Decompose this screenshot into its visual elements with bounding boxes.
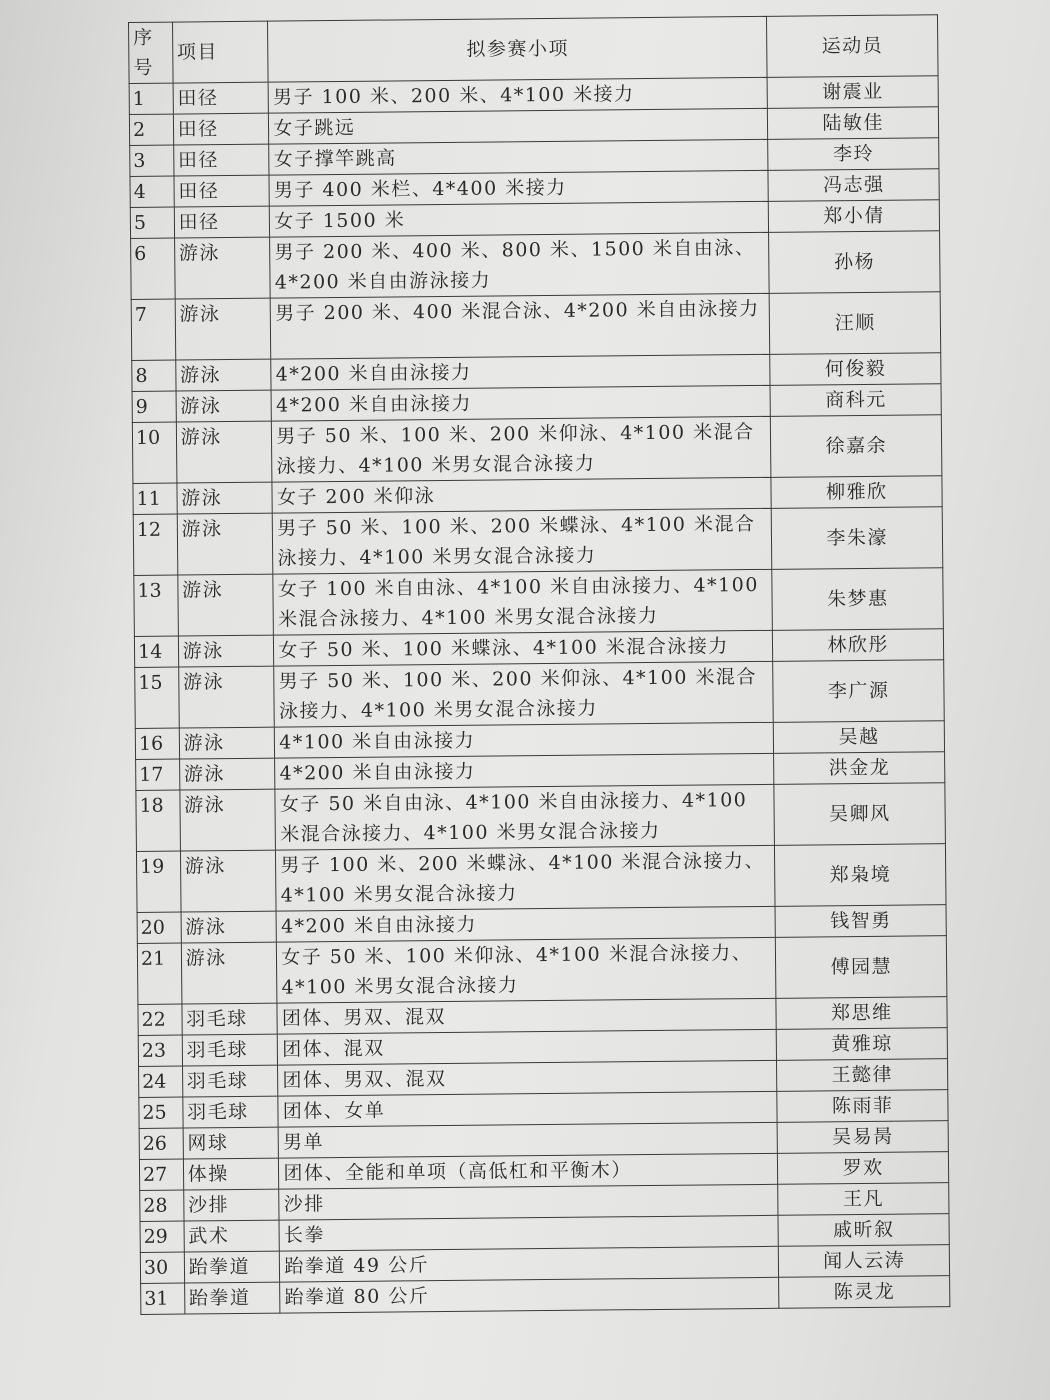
row-sport: 游泳 — [178, 635, 274, 667]
row-events: 女子跳远 — [269, 108, 768, 144]
row-number: 26 — [139, 1128, 183, 1159]
row-athlete: 何俊毅 — [770, 353, 941, 386]
row-number: 7 — [131, 299, 175, 360]
row-athlete: 柳雅欣 — [771, 476, 942, 509]
row-number: 31 — [141, 1283, 185, 1314]
row-athlete: 朱梦惠 — [772, 568, 943, 631]
row-athlete: 郑小倩 — [769, 200, 940, 233]
row-number: 20 — [137, 912, 181, 943]
table-row — [131, 231, 941, 300]
row-sport: 跆拳道 — [184, 1251, 280, 1283]
row-number: 27 — [139, 1159, 183, 1190]
row-sport: 游泳 — [176, 421, 272, 483]
row-events: 男子 400 米栏、4*400 米接力 — [269, 170, 768, 206]
row-athlete: 钱智勇 — [775, 905, 946, 938]
header-item: 项目 — [172, 21, 268, 83]
row-events: 4*200 米自由泳接力 — [271, 354, 770, 390]
row-athlete: 商科元 — [770, 384, 941, 417]
row-athlete: 吴卿风 — [774, 783, 945, 846]
row-sport: 田径 — [173, 82, 269, 114]
table-row — [137, 936, 947, 1005]
row-athlete: 李朱濠 — [772, 507, 943, 570]
row-sport: 游泳 — [180, 789, 276, 851]
row-sport: 游泳 — [181, 942, 277, 1004]
row-events: 团体、男双、混双 — [278, 1060, 777, 1096]
row-sport: 网球 — [183, 1127, 279, 1159]
row-athlete: 李玲 — [768, 138, 939, 171]
row-events: 4*200 米自由泳接力 — [276, 906, 775, 942]
row-athlete: 王凡 — [778, 1183, 949, 1216]
row-number: 18 — [136, 790, 180, 851]
row-events: 男子 100 米、200 米、4*100 米接力 — [268, 77, 767, 113]
row-athlete: 陈灵龙 — [779, 1276, 950, 1309]
table-row — [132, 415, 942, 484]
row-events: 4*200 米自由泳接力 — [275, 753, 774, 789]
row-sport: 游泳 — [181, 911, 277, 943]
row-events: 男子 200 米、400 米混合泳、4*200 米自由泳接力 — [270, 293, 770, 359]
row-athlete: 戚昕叙 — [778, 1214, 949, 1247]
row-number: 22 — [138, 1004, 182, 1035]
row-events: 跆拳道 49 公斤 — [280, 1246, 779, 1282]
row-number: 15 — [135, 667, 179, 728]
row-number: 1 — [129, 83, 173, 114]
row-number: 28 — [140, 1190, 184, 1221]
row-athlete: 谢震业 — [768, 76, 939, 109]
row-sport: 游泳 — [179, 727, 275, 759]
row-number: 3 — [130, 145, 174, 176]
row-athlete: 郑思维 — [776, 997, 947, 1030]
row-sport: 游泳 — [180, 850, 276, 912]
row-events: 男单 — [278, 1122, 777, 1158]
row-number: 14 — [134, 636, 178, 667]
row-sport: 田径 — [174, 175, 270, 207]
row-number: 6 — [131, 238, 175, 299]
row-events: 男子 50 米、100 米、200 米仰泳、4*100 米混合泳接力、4*100 米男女混合泳接力 — [274, 661, 774, 727]
row-events: 女子 100 米自由泳、4*100 米自由泳接力、4*100 米混合泳接力、4*100 米男女混合泳接力 — [273, 569, 773, 635]
row-number: 29 — [140, 1221, 184, 1252]
row-events: 团体、全能和单项（高低杠和平衡木） — [279, 1153, 778, 1189]
row-events: 跆拳道 80 公斤 — [280, 1277, 779, 1313]
row-number: 17 — [136, 759, 180, 790]
row-athlete: 傅园慧 — [776, 936, 947, 999]
table-header-row — [129, 15, 939, 84]
row-events: 团体、女单 — [278, 1091, 777, 1127]
row-athlete: 冯志强 — [768, 169, 939, 202]
row-athlete: 陆敏佳 — [768, 107, 939, 140]
row-events: 团体、混双 — [278, 1029, 777, 1065]
row-sport: 游泳 — [176, 390, 272, 422]
row-number: 8 — [132, 360, 176, 391]
row-athlete: 陈雨菲 — [777, 1090, 948, 1123]
row-sport: 跆拳道 — [184, 1282, 280, 1314]
row-number: 21 — [137, 943, 181, 1004]
row-athlete: 郑枭境 — [775, 844, 946, 907]
row-events: 男子 200 米、400 米、800 米、1500 米自由泳、4*200 米自由游泳接力 — [270, 232, 770, 298]
row-number: 9 — [132, 391, 176, 422]
row-number: 5 — [130, 207, 174, 238]
row-events: 长拳 — [279, 1215, 778, 1251]
table-row — [133, 507, 943, 576]
row-athlete: 洪金龙 — [774, 752, 945, 785]
table-row — [136, 783, 946, 852]
row-number: 4 — [130, 176, 174, 207]
row-number: 10 — [132, 422, 176, 483]
row-sport: 游泳 — [177, 482, 273, 514]
row-number: 11 — [133, 483, 177, 514]
row-athlete: 吴易昺 — [778, 1121, 949, 1154]
row-sport: 游泳 — [177, 513, 273, 575]
row-events: 女子 50 米、100 米蝶泳、4*100 米混合泳接力 — [274, 630, 773, 666]
row-athlete: 李广源 — [773, 660, 944, 723]
header-athlete: 运动员 — [767, 15, 938, 78]
row-sport: 田径 — [173, 113, 269, 145]
row-athlete: 罗欢 — [778, 1152, 949, 1185]
row-athlete: 汪顺 — [770, 292, 941, 355]
row-number: 2 — [129, 114, 173, 145]
row-sport: 羽毛球 — [182, 1003, 278, 1035]
row-number: 12 — [133, 514, 177, 575]
row-events: 男子 50 米、100 米、200 米蝶泳、4*100 米混合泳接力、4*100 米男女混合泳接力 — [273, 508, 773, 574]
roster-table-wrapper — [128, 14, 950, 1315]
table-body — [129, 76, 950, 1315]
row-number: 19 — [136, 851, 180, 912]
row-number: 25 — [139, 1097, 183, 1128]
row-number: 24 — [139, 1066, 183, 1097]
row-number: 30 — [140, 1252, 184, 1283]
row-sport: 田径 — [174, 206, 270, 238]
row-sport: 游泳 — [175, 359, 271, 391]
row-events: 女子 50 米、100 米仰泳、4*100 米混合泳接力、4*100 米男女混合泳接力 — [277, 937, 777, 1003]
row-sport: 羽毛球 — [182, 1034, 278, 1066]
row-athlete: 王懿律 — [777, 1059, 948, 1092]
row-sport: 游泳 — [177, 574, 273, 636]
row-events: 女子 200 米仰泳 — [272, 477, 771, 513]
row-sport: 羽毛球 — [182, 1065, 278, 1097]
row-sport: 羽毛球 — [182, 1096, 278, 1128]
row-athlete: 黄雅琼 — [777, 1028, 948, 1061]
row-events: 沙排 — [279, 1184, 778, 1220]
row-sport: 游泳 — [179, 758, 275, 790]
row-sport: 游泳 — [178, 666, 274, 728]
table-row — [136, 844, 946, 913]
row-events: 男子 50 米、100 米、200 米仰泳、4*100 米混合泳接力、4*100 米男女混合泳接力 — [272, 416, 772, 482]
row-sport: 游泳 — [174, 237, 270, 299]
row-number: 13 — [134, 575, 178, 636]
row-sport: 游泳 — [175, 298, 271, 360]
table-row — [131, 292, 941, 361]
row-sport: 沙排 — [183, 1189, 279, 1221]
row-athlete: 徐嘉余 — [771, 415, 942, 478]
row-events: 女子 1500 米 — [270, 201, 769, 237]
row-sport: 武术 — [184, 1220, 280, 1252]
row-athlete: 林欣彤 — [773, 629, 944, 662]
header-event: 拟参赛小项 — [268, 16, 768, 82]
row-athlete: 孙杨 — [769, 231, 940, 294]
row-sport: 体操 — [183, 1158, 279, 1190]
row-athlete: 闻人云涛 — [779, 1245, 950, 1278]
row-sport: 田径 — [173, 144, 269, 176]
table-row — [135, 660, 945, 729]
row-number: 23 — [138, 1035, 182, 1066]
row-events: 团体、男双、混双 — [277, 998, 776, 1034]
row-events: 男子 100 米、200 米蝶泳、4*100 米混合泳接力、4*100 米男女混合泳接力 — [276, 845, 776, 911]
table-row — [134, 568, 944, 637]
row-events: 4*200 米自由泳接力 — [271, 385, 770, 421]
row-number: 16 — [135, 728, 179, 759]
table-row — [141, 1276, 950, 1315]
row-events: 女子 50 米自由泳、4*100 米自由泳接力、4*100 米混合泳接力、4*100 米男女混合泳接力 — [275, 784, 775, 850]
row-events: 4*100 米自由泳接力 — [275, 722, 774, 758]
header-no: 序号 — [129, 22, 173, 83]
row-events: 女子撑竿跳高 — [269, 139, 768, 175]
athlete-roster-table — [128, 14, 950, 1315]
row-athlete: 吴越 — [774, 721, 945, 754]
